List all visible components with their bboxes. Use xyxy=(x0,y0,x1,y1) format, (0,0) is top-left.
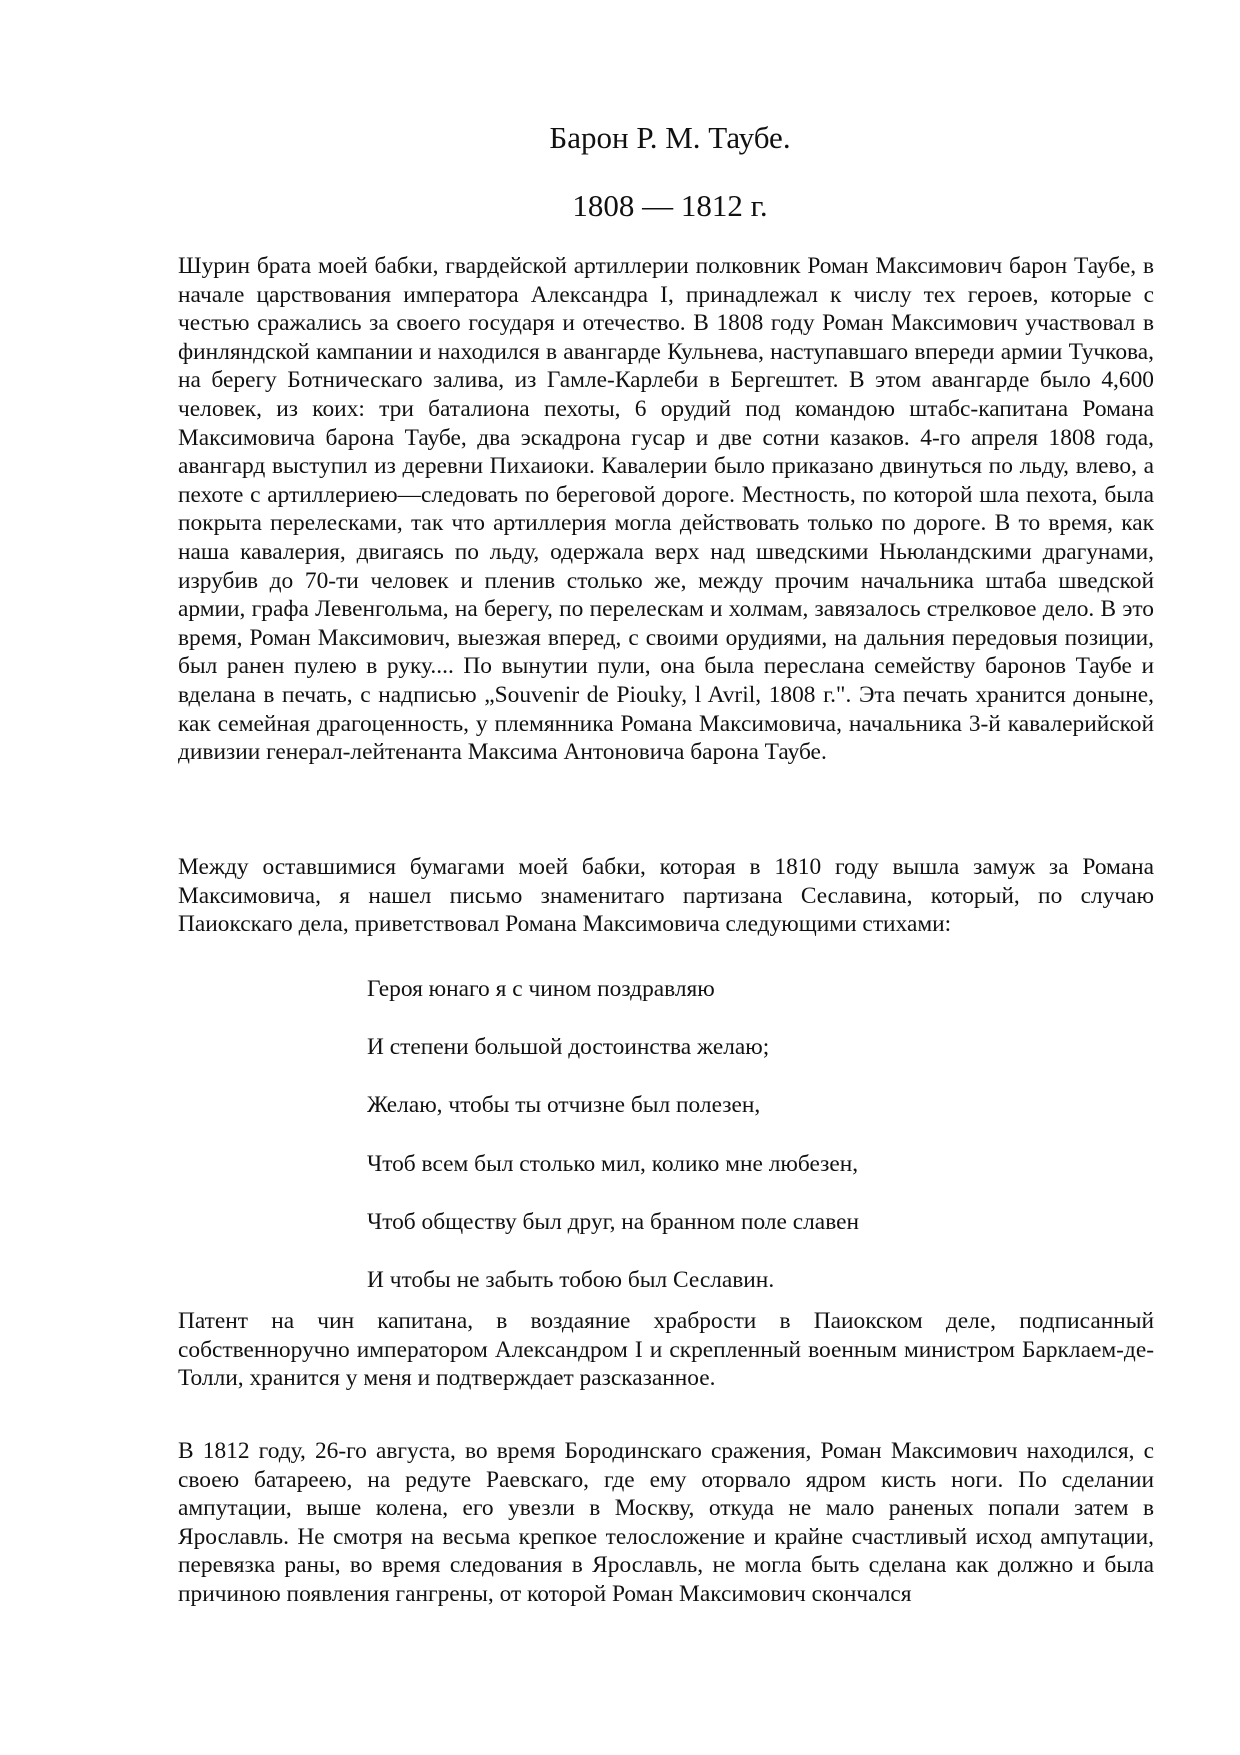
paragraph: Между оставшимися бумагами моей бабки, которая в 1810 году вышла замуж за Романа Максимовича, я нашел письмо знаменитаго партизана Сеславина, который, по случаю Паиокскаго дела, приветствовал Романа Максимовича следующими стихами: xyxy=(178,854,1154,938)
paragraph-2-block xyxy=(178,853,1154,939)
poem-line: И степени большой достоинства желаю; xyxy=(367,1034,770,1061)
poem-line: Чтоб всем был столько мил, колико мне любезен, xyxy=(367,1150,859,1177)
poem-line: И чтобы не забыть тобою был Сеславин. xyxy=(367,1266,775,1293)
document-title: Барон Р. М. Таубе. xyxy=(549,120,791,155)
poem-line: Желаю, чтобы ты отчизне был полезен, xyxy=(367,1092,761,1119)
paragraph: Шурин брата моей бабки, гвардейской артиллерии полковник Роман Максимович барон Таубе, в начале царствования императора Александра I, принадлежал к числу тех героев, которые с честью сражались за своего государя и отечество. В 1808 году Роман Максимович участвовал в финляндской кампании и находился в авангарде Кульнева, наступавшаго впереди армии Тучкова, на берегу Ботническаго залива, из Гамле-Карлеби в Бергештет. В этом авангарде было 4,600 человек, из коих: три баталиона пехоты, 6 орудий под командою штабс-капитана Романа Максимовича барона Таубе, два эскадрона гусар и две сотни казаков. 4-го апреля 1808 года, авангард выступил из деревни Пихаиоки. Кавалерии было приказано двинуться по льду, влево, а пехоте с артиллериею—следовать по береговой дороге. Местность, по которой шла пехота, была покрыта перелесками, так что артиллерия могла действовать только по дороге. В то время, как наша кавалерия, двигаясь по льду, одержала верх над шведскими Ньюландскими драгунами, изрубив до 70-ти человек и пленив столько же, между прочим начальника штаба шведской армии, графа Левенгольма, на берегу, по перелескам и холмам, завязалось стрелковое дело. В это время, Роман Максимович, выезжая вперед, с своими орудиями, на дальния передовыя позиции, был ранен пулею в руку.... По вынутии пули, она была переслана семейству баронов Таубе и вделана в печать, с надписью „Souvenir de Piouky, l Avril, 1808 г.". Эта печать хранится доныне, как семейная драгоценность, у племянника Романа Максимовича, начальника 3-й кавалерийской дивизии генерал-лейтенанта Максима Антоновича барона Таубе. xyxy=(178,253,1154,766)
poem xyxy=(367,975,1067,1324)
poem-line: Героя юнаго я с чином поздравляю xyxy=(367,976,715,1002)
paragraph-1-block xyxy=(178,252,1154,767)
poem-line: Чтоб обществу был друг, на бранном поле славен xyxy=(367,1208,860,1235)
paragraph: Патент на чин капитана, в воздаяние храбрости в Паиокском деле, подписанный собственноручно императором Александром I и скрепленный военным министром Барклаем-де-Толли, хранится у меня и подтверждает разсказанное. xyxy=(178,1308,1154,1392)
paragraph-4-block xyxy=(178,1437,1154,1609)
paragraph-3-block xyxy=(178,1307,1154,1393)
document-years: 1808 — 1812 г. xyxy=(572,188,768,223)
paragraph: В 1812 году, 26-го августа, во время Бородинскаго сражения, Роман Максимович находился, с своею батареею, на редуте Раевскаго, где ему оторвало ядром кисть ноги. По сделании ампутации, выше колена, его увезли в Москву, откуда не мало раненых попали затем в Ярославль. Не смотря на весьма крепкое телосложение и крайне счастливый исход ампутации, перевязка раны, во время следования в Ярославль, не могла быть сделана как должно и была причиною появления гангрены, от которой Роман Максимович скончался xyxy=(178,1438,1154,1607)
